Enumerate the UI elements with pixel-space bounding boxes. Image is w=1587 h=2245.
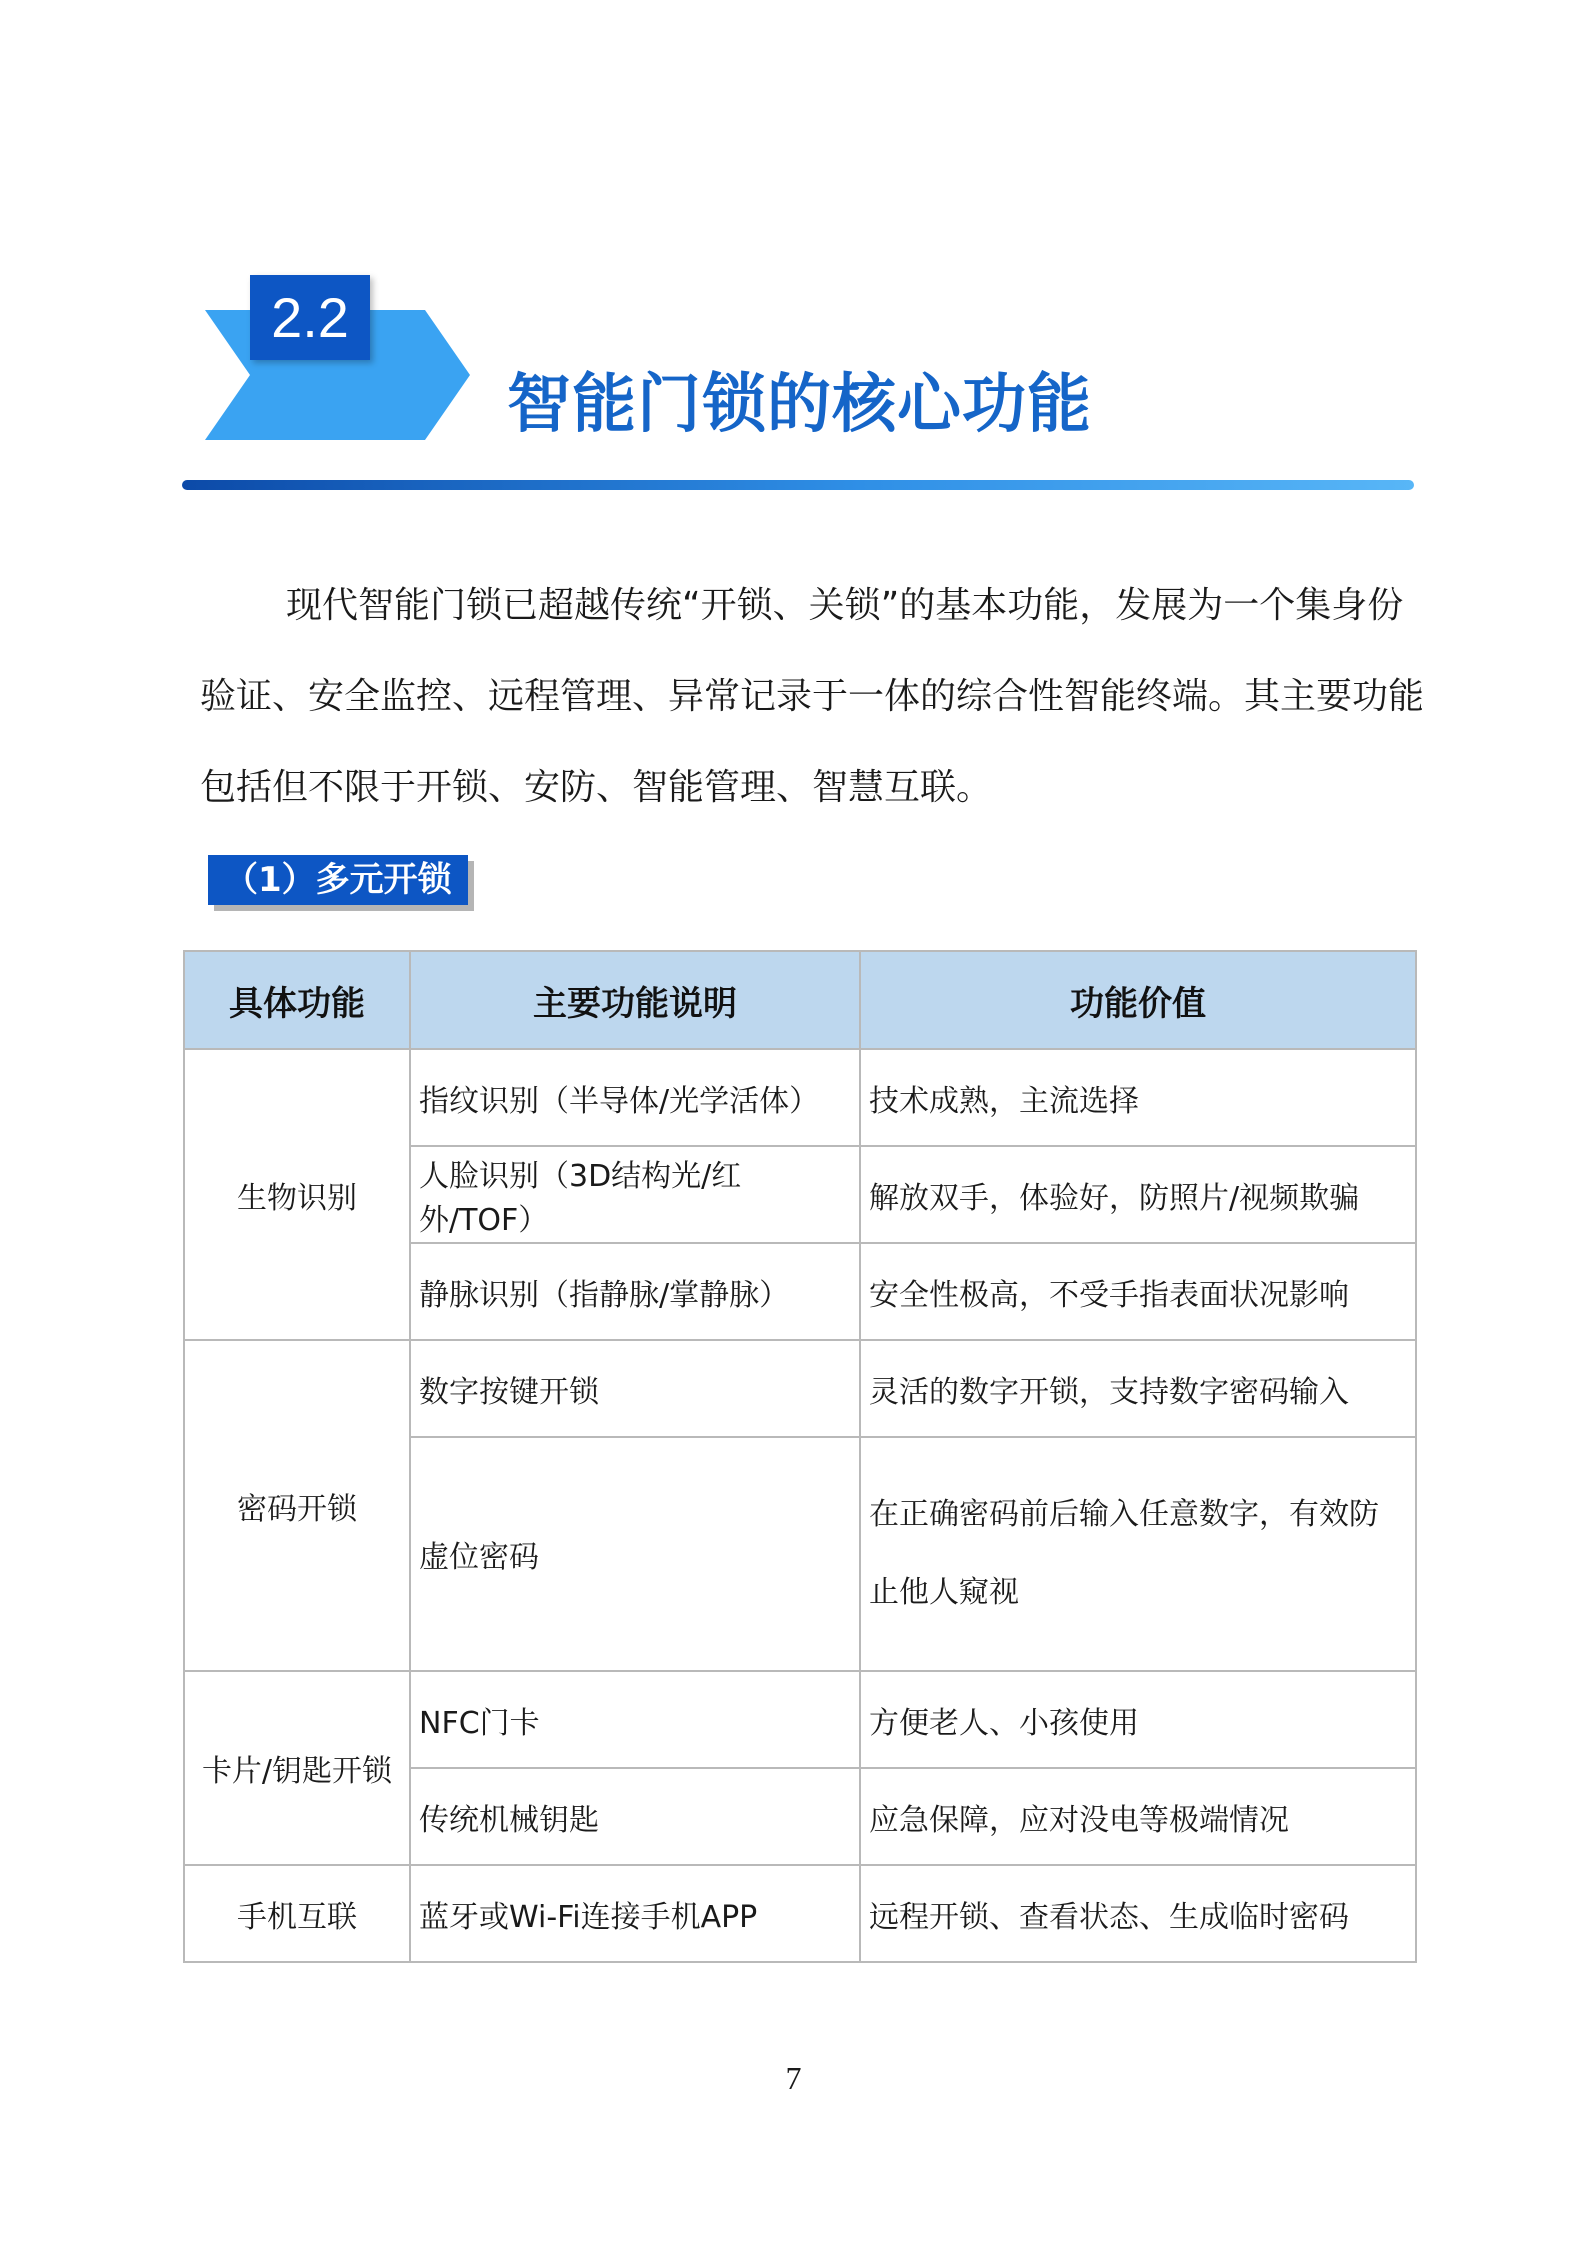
- description-cell: 蓝牙或Wi-Fi连接手机APP: [410, 1865, 860, 1962]
- header-category: 具体功能: [184, 951, 410, 1049]
- table-row: [184, 1049, 1416, 1146]
- table-row: [184, 1865, 1416, 1962]
- value-cell: 远程开锁、查看状态、生成临时密码: [860, 1865, 1416, 1962]
- section-header: [205, 275, 1425, 450]
- description-cell: 指纹识别（半导体/光学活体）: [410, 1049, 860, 1146]
- header-value: 功能价值: [860, 951, 1416, 1049]
- category-cell: 密码开锁: [184, 1340, 410, 1671]
- value-cell: 灵活的数字开锁，支持数字密码输入: [860, 1340, 1416, 1437]
- section-divider: [182, 480, 1414, 490]
- table-row: [184, 1340, 1416, 1437]
- category-cell: 生物识别: [184, 1049, 410, 1340]
- value-cell: 应急保障，应对没电等极端情况: [860, 1768, 1416, 1865]
- description-cell: 人脸识别（3D结构光/红外/TOF）: [410, 1146, 860, 1243]
- function-table: [183, 950, 1417, 1963]
- table-row: [184, 1671, 1416, 1768]
- description-cell: NFC门卡: [410, 1671, 860, 1768]
- table-header-row: [184, 951, 1416, 1049]
- section-title: 智能门锁的核心功能: [507, 368, 1092, 442]
- value-cell: 方便老人、小孩使用: [860, 1671, 1416, 1768]
- intro-text: 现代智能门锁已超越传统“开锁、关锁”的基本功能，发展为一个集身份验证、安全监控、远程管理、异常记录于一体的综合性智能终端。其主要功能包括但不限于开锁、安防、智能管理、智慧互联。: [200, 585, 1425, 808]
- description-cell: 传统机械钥匙: [410, 1768, 860, 1865]
- value-cell: 技术成熟，主流选择: [860, 1049, 1416, 1146]
- value-cell: 安全性极高，不受手指表面状况影响: [860, 1243, 1416, 1340]
- section-number: 2.2: [250, 275, 370, 360]
- value-cell: 在正确密码前后输入任意数字，有效防止他人窥视: [860, 1437, 1416, 1671]
- subsection-heading: （1）多元开锁: [208, 855, 468, 905]
- category-cell: 卡片/钥匙开锁: [184, 1671, 410, 1865]
- value-cell: 解放双手，体验好，防照片/视频欺骗: [860, 1146, 1416, 1243]
- category-cell: 手机互联: [184, 1865, 410, 1962]
- description-cell: 数字按键开锁: [410, 1340, 860, 1437]
- header-description: 主要功能说明: [410, 951, 860, 1049]
- description-cell: 虚位密码: [410, 1437, 860, 1671]
- description-cell: 静脉识别（指静脉/掌静脉）: [410, 1243, 860, 1340]
- intro-paragraph: [200, 560, 1430, 833]
- page-number: 7: [785, 2060, 802, 2096]
